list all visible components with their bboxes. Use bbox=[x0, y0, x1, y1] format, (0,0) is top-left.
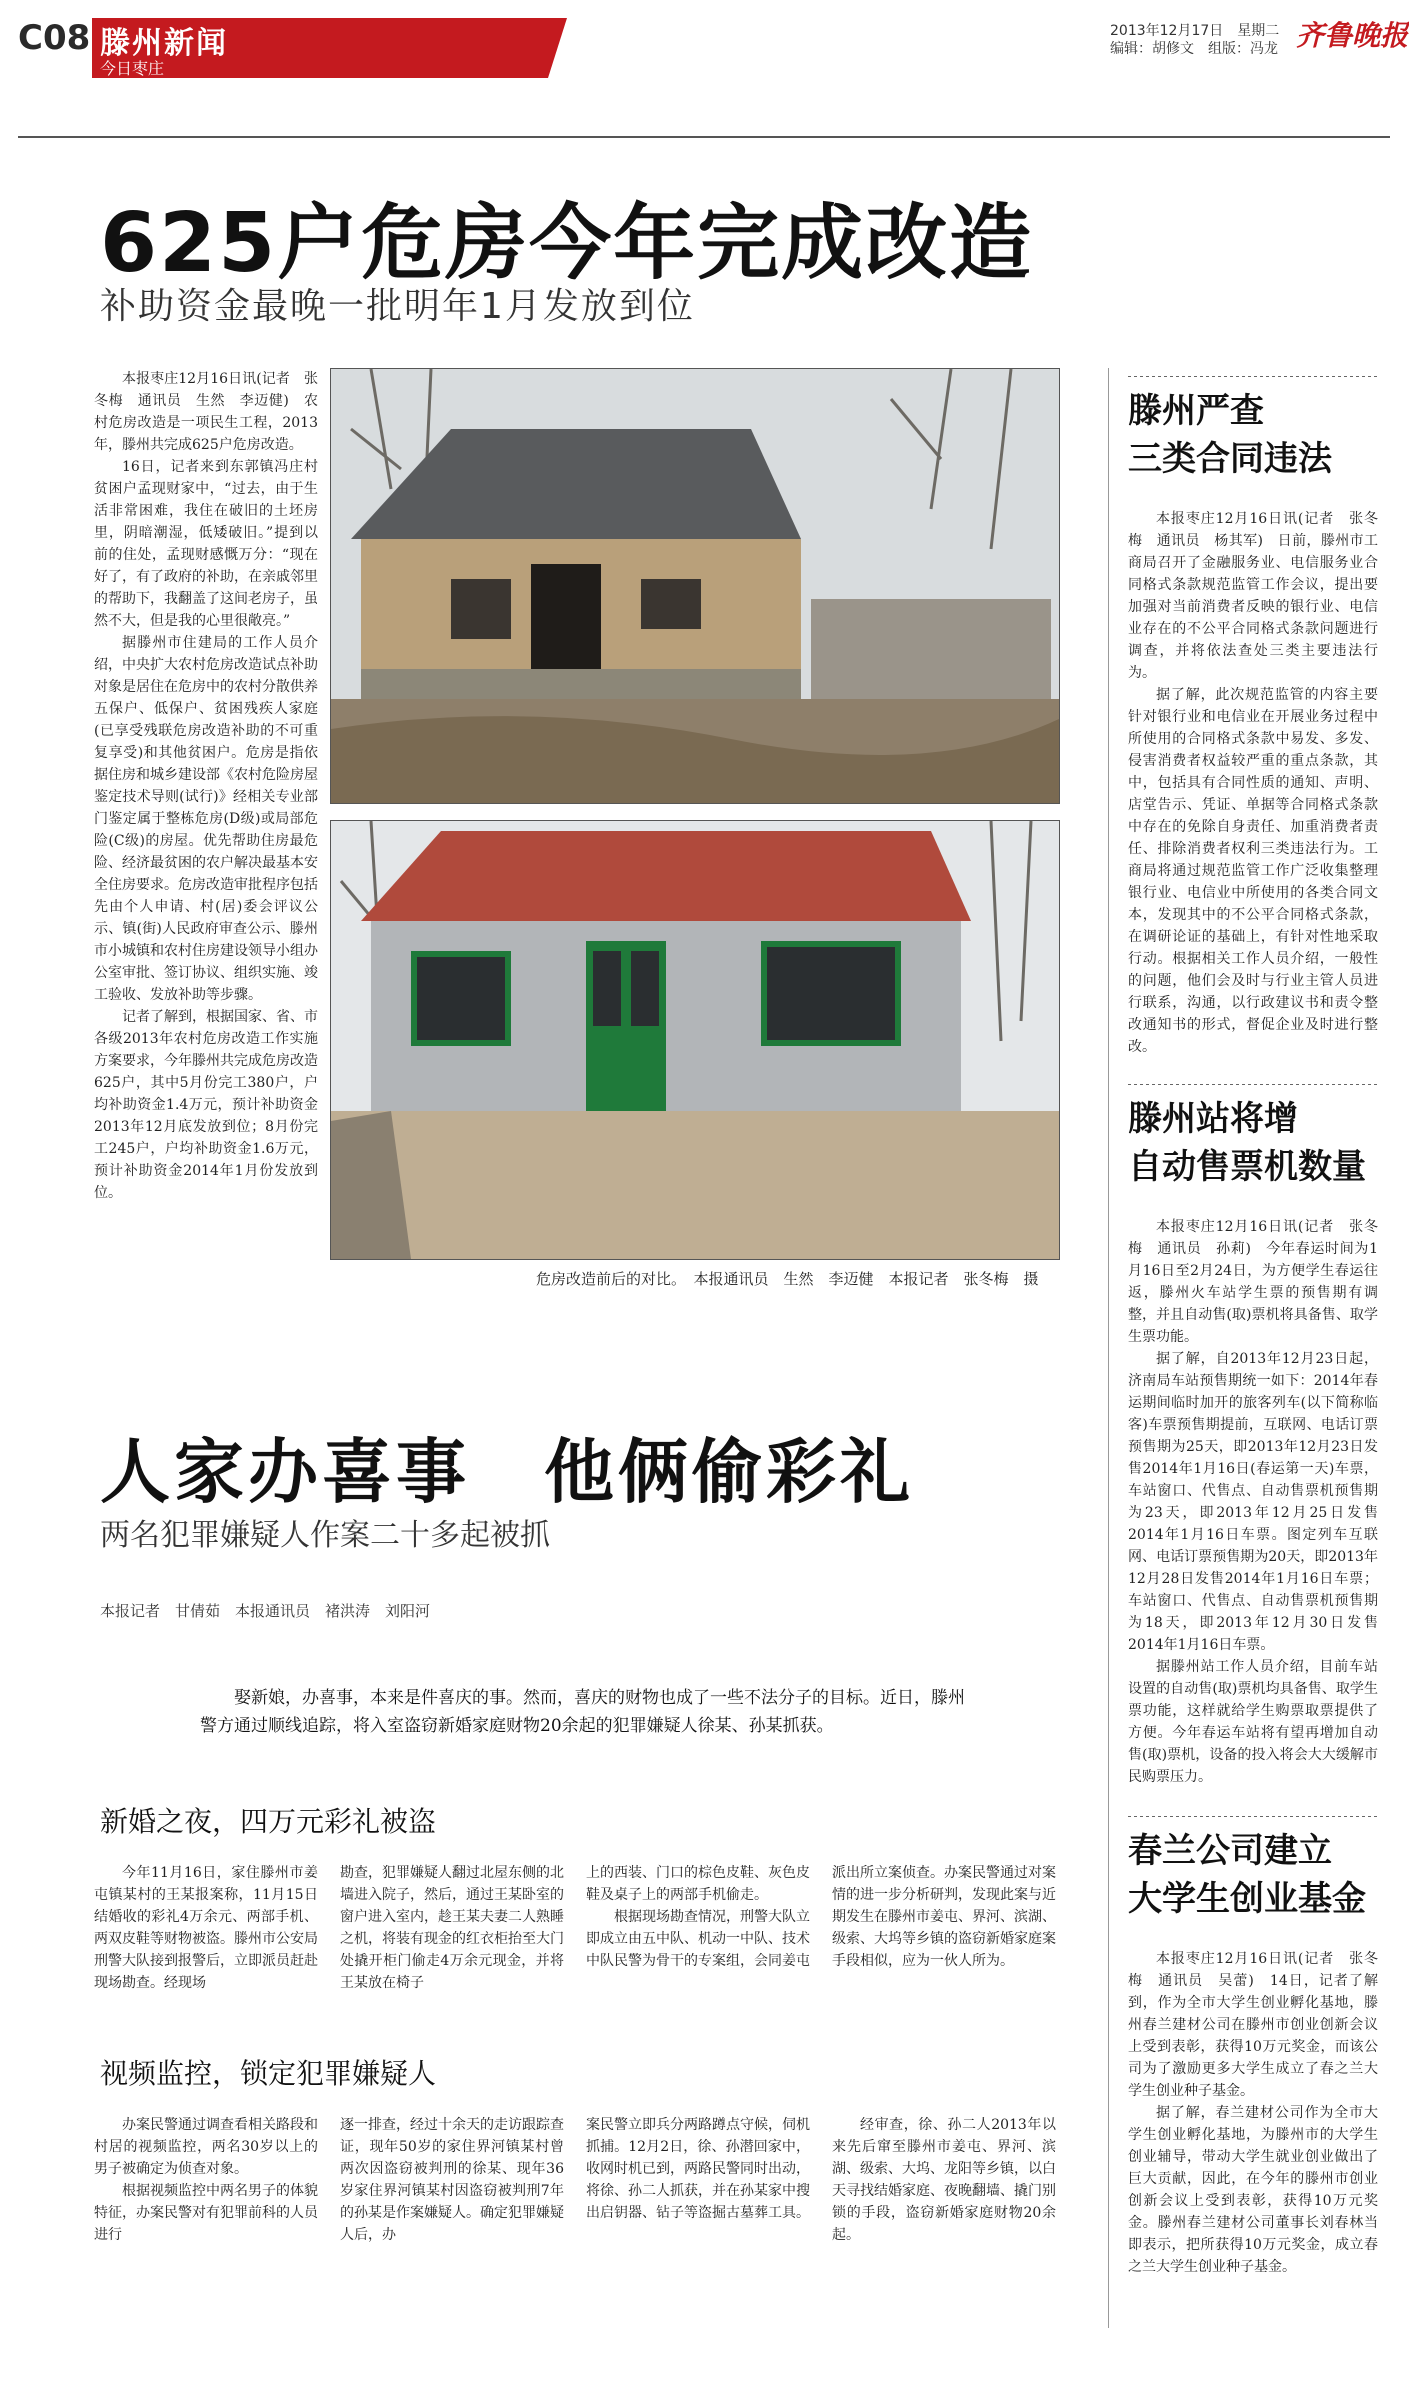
paragraph: 据了解，自2013年12月23日起，济南局车站预售期统一如下：2014年春运期间临时加开的旅客列车(以下简称临客)车票预售期提前，互联网、电话订票预售期为25天，即2013年12月23日发售2014年1月16日(春运第一天)车票，车站窗口、代售点、自动售票机预售期为23天，即2013年12月25日发售2014年1月16日车票。图定列车互联网、电话订票预售期为20天，即2013年12月28日发售2014年1月16日车票；车站窗口、代售点、自动售票机预售期为18天，即2013年12月30日发售2014年1月16日车票。 bbox=[1128, 1351, 1378, 1653]
section2-title: 视频监控，锁定犯罪嫌疑人 bbox=[100, 2057, 437, 2090]
section1-col-1: 今年11月16日，家住滕州市姜屯镇某村的王某报案称，11月15日结婚收的彩礼4万余元、两部手机、两双皮鞋等财物被盗。滕州市公安局刑警大队接到报警后，立即派员赶赴现场勘查。经现场 bbox=[94, 1865, 318, 1991]
paragraph: 据了解，春兰建材公司作为全市大学生创业孵化基地，为滕州市的大学生创业辅导，带动大学生就业创业做出了巨大贡献，因此，在今年的滕州市创业创新会议上受到表彰，获得10万元奖金。滕州春兰建材公司董事长刘春林当即表示，把所获得10万元奖金，成立春之兰大学生创业种子基金。 bbox=[1128, 2105, 1378, 2275]
second-byline: 本报记者 甘倩茹 本报通讯员 褚洪涛 刘阳河 bbox=[100, 1602, 431, 1620]
section1-col-2: 勘查，犯罪嫌疑人翻过北屋东侧的北墙进入院子，然后，通过王某卧室的窗户进入室内，趁王某夫妻二人熟睡之机，将装有现金的红衣柜抬至大门处撬开柜门偷走4万余元现金，并将王某放在椅子 bbox=[340, 1865, 564, 1991]
section-subtitle: 今日枣庄 bbox=[100, 59, 165, 78]
paragraph: 本报枣庄12月16日讯(记者 张冬梅 通讯员 生然 李迈健) 农村危房改造是一项民生工程，2013年，滕州共完成625户危房改造。 bbox=[94, 371, 318, 453]
sidebar-rule bbox=[1128, 1816, 1378, 1817]
sidebar-headline-3b: 大学生创业基金 bbox=[1128, 1879, 1366, 1919]
photo-caption: 危房改造前后的对比。 本报通讯员 生然 李迈健 本报记者 张冬梅 摄 bbox=[536, 1270, 1039, 1288]
photo-after bbox=[330, 820, 1060, 1260]
page-number: C08 bbox=[18, 18, 91, 58]
lede-text: 娶新娘，办喜事，本来是件喜庆的事。然而，喜庆的财物也成了一些不法分子的目标。近日，滕州警方通过顺线追踪，将入室盗窃新婚家庭财物20余起的犯罪嫌疑人徐某、孙某抓获。 bbox=[200, 1688, 965, 1736]
main-story-body bbox=[94, 368, 318, 1204]
header-rule bbox=[18, 136, 1390, 138]
editor-line: 编辑：胡修文 组版：冯龙 bbox=[1110, 41, 1278, 57]
column-divider bbox=[1108, 368, 1109, 2328]
section2-col-2: 逐一排查，经过十余天的走访跟踪查证，现年50岁的家住界河镇某村曾两次因盗窃被判刑的徐某、现年36岁家住界河镇某村因盗窃被判刑7年的孙某是作案嫌疑人。确定犯罪嫌疑人后，办 bbox=[340, 2117, 564, 2243]
second-lede bbox=[200, 1684, 968, 1740]
photo-before bbox=[330, 368, 1060, 804]
second-subheadline: 两名犯罪嫌疑人作案二十多起被抓 bbox=[100, 1518, 550, 1553]
brand-logo: 齐鲁晚报 bbox=[1296, 19, 1409, 52]
sidebar-story-2 bbox=[1128, 1216, 1378, 1788]
paragraph: 16日，记者来到东郭镇冯庄村贫困户孟现财家中，“过去，由于生活非常困难，我住在破旧的土坯房里，阴暗潮湿，低矮破旧。”提到以前的住处，孟现财感慨万分：“现在好了，有了政府的补助，在亲戚邻里的帮助下，我翻盖了这间老房子，虽然不大，但是我的心里很敞亮。” bbox=[94, 459, 318, 629]
section2-col-3: 案民警立即兵分两路蹲点守候，伺机抓捕。12月2日，徐、孙潜回家中，收网时机已到，两路民警同时出动，将徐、孙二人抓获，并在孙某家中搜出启钥器、钻子等盗掘古墓葬工具。 bbox=[586, 2117, 810, 2221]
main-subheadline: 补助资金最晚一批明年1月发放到位 bbox=[100, 286, 695, 327]
section2-col-4: 经审查，徐、孙二人2013年以来先后窜至滕州市姜屯、界河、滨湖、级索、大坞、龙阳等乡镇，以白天寻找结婚家庭、夜晚翻墙、撬门别锁的手段，盗窃新婚家庭财物20余起。 bbox=[832, 2117, 1056, 2243]
paragraph: 本报枣庄12月16日讯(记者 张冬梅 通讯员 孙莉) 今年春运时间为1月16日至2月24日，为方便学生春运往返，滕州火车站学生票的预售期有调整，并且自动售(取)票机将具备售、取学生票功能。 bbox=[1128, 1219, 1378, 1345]
sidebar-story-1 bbox=[1128, 508, 1378, 1058]
second-headline: 人家办喜事 他俩偷彩礼 bbox=[100, 1431, 914, 1513]
sidebar-headline-2a: 滕州站将增 bbox=[1128, 1099, 1298, 1139]
paragraph: 记者了解到，根据国家、省、市各级2013年农村危房改造工作实施方案要求，今年滕州共完成危房改造625户，其中5月份完工380户，户均补助资金1.4万元，预计补助资金2013年12月底发放到位；8月份完工245户，户均补助资金1.6万元，预计补助资金2014年1月份发放到位。 bbox=[94, 1009, 318, 1201]
section2-col-1: 办案民警通过调查看相关路段和村居的视频监控，两名30岁以上的男子被确定为侦查对象。 根据视频监控中两名男子的体貌特征，办案民警对有犯罪前科的人员进行 bbox=[94, 2117, 318, 2243]
paragraph: 据滕州市住建局的工作人员介绍，中央扩大农村危房改造试点补助对象是居住在危房中的农村分散供养五保户、低保户、贫困残疾人家庭(已享受残联危房改造补助的不可重复享受)和其他贫困户。危房是指依据住房和城乡建设部《农村危险房屋鉴定技术导则(试行)》经相关专业部门鉴定属于整栋危房(D级)或局部危险(C级)的房屋。优先帮助住房最危险、经济最贫困的农户解决最基本安全住房要求。危房改造审批程序包括先由个人申请、村(居)委会评议公示、镇(街)人民政府审查公示、滕州市小城镇和农村住房建设领导小组办公室审批、签订协议、组织实施、竣工验收、发放补助等步骤。 bbox=[94, 635, 318, 1003]
sidebar-rule bbox=[1128, 1084, 1378, 1085]
sidebar-story-3 bbox=[1128, 1948, 1378, 2278]
sidebar-headline-2b: 自动售票机数量 bbox=[1128, 1147, 1366, 1187]
section1-col-4: 派出所立案侦查。办案民警通过对案情的进一步分析研判，发现此案与近期发生在滕州市姜屯、界河、滨湖、级索、大坞等乡镇的盗窃新婚家庭案手段相似，应为一伙人所为。 bbox=[832, 1865, 1056, 1969]
section1-title: 新婚之夜，四万元彩礼被盗 bbox=[100, 1805, 437, 1838]
sidebar-headline-1a: 滕州严查 bbox=[1128, 391, 1264, 431]
date-line: 2013年12月17日 星期二 bbox=[1110, 23, 1280, 39]
section1-col-3: 上的西装、门口的棕色皮鞋、灰色皮鞋及桌子上的两部手机偷走。 根据现场勘查情况，刑警大队立即成立由五中队、机动一中队、技术中队民警为骨干的专案组，会同姜屯 bbox=[586, 1865, 810, 1969]
sidebar-rule bbox=[1128, 376, 1378, 377]
section-name: 滕州新闻 bbox=[100, 26, 228, 61]
sidebar-headline-3a: 春兰公司建立 bbox=[1128, 1831, 1332, 1871]
paragraph: 据了解，此次规范监管的内容主要针对银行业和电信业在开展业务过程中所使用的合同格式条款中易发、多发、侵害消费者权益较严重的重点条款，其中，包括具有合同性质的通知、声明、店堂告示、凭证、单据等合同格式条款中存在的免除自身责任、加重消费者责任、排除消费者权利三类违法行为。工商局将通过规范监管工作广泛收集整理银行业、电信业中所使用的各类合同文本，发现其中的不公平合同格式条款，在调研论证的基础上，有针对性地采取行动。根据相关工作人员介绍，一般性的问题，他们会及时与行业主管人员进行联系，沟通，以行政建议书和责令整改通知书的形式，督促企业及时进行整改。 bbox=[1128, 687, 1378, 1055]
paragraph: 本报枣庄12月16日讯(记者 张冬梅 通讯员 吴蕾) 14日，记者了解到，作为全市大学生创业孵化基地，滕州春兰建材公司在滕州市创业创新会议上受到表彰，获得10万元奖金，而该公司为了激励更多大学生成立了春之兰大学生创业种子基金。 bbox=[1128, 1951, 1378, 2099]
sidebar-headline-1b: 三类合同违法 bbox=[1128, 439, 1332, 479]
main-headline: 625户危房今年完成改造 bbox=[100, 196, 1034, 291]
paragraph: 据滕州站工作人员介绍，目前车站设置的自动售(取)票机均具备售、取学生票功能，这样就给学生购票取票提供了方便。今年春运车站将有望再增加自动售(取)票机，设备的投入将会大大缓解市民购票压力。 bbox=[1128, 1659, 1378, 1785]
paragraph: 本报枣庄12月16日讯(记者 张冬梅 通讯员 杨其军) 日前，滕州市工商局召开了金融服务业、电信服务业合同格式条款规范监管工作会议，提出要加强对当前消费者反映的银行业、电信业存在的不公平合同格式条款问题进行调查，并将依法查处三类主要违法行为。 bbox=[1128, 511, 1378, 681]
